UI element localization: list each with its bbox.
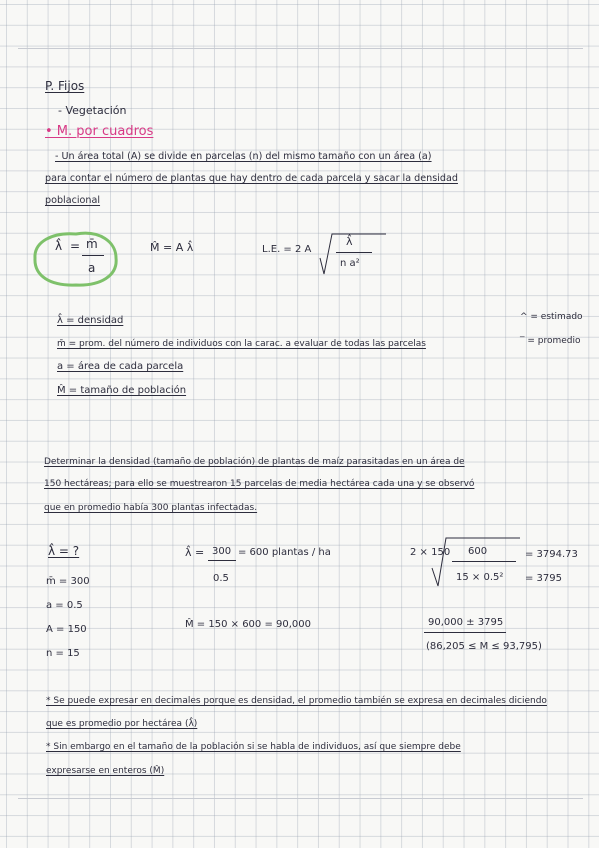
footnote-line-4: expresarse en enteros (M̂) [46,766,165,776]
formula-le-denominator: n a² [340,258,360,269]
formula-lambda-hat: λ̂ [55,239,63,253]
sol-pm-underline [424,632,506,633]
sol-lambda-bar [208,560,236,561]
sol-lambda-lhs: λ̂ = [185,546,205,559]
sol-plus-minus: 90,000 ± 3795 [428,617,504,628]
formula-fraction-bar [82,255,104,256]
sol-le-denominator: 15 × 0.5² [456,572,504,583]
given-n: n = 15 [46,648,80,659]
sol-lambda-denominator: 0.5 [213,573,229,584]
problem-line-1: Determinar la densidad (tamaño de población) de plantas de maíz parasitadas en un área de [44,457,465,467]
item-vegetacion: - Vegetación [58,104,127,117]
formula-le-bar [336,252,372,253]
sol-le-coef: 2 × 150 [410,547,451,558]
green-circle-highlight [30,228,122,290]
def-a: a = área de cada parcela [57,361,184,372]
sol-lambda-result: = 600 plantas / ha [238,547,331,558]
def-M: M̂ = tamaño de población [57,385,187,396]
sol-le-result-1: = 3794.73 [525,549,578,560]
formula-population-size: M̂ = A λ̂ [150,241,194,254]
given-a: a = 0.5 [46,600,83,611]
intro-line-2: para contar el número de plantas que hay dentro de cada parcela y sacar la densidad [45,173,458,184]
section-title-m-por-cuadros: • M. por cuadros [45,124,154,139]
formula-a: a [88,261,96,275]
top-rule [18,48,583,49]
note-promedio: ‾ = promedio [520,336,581,346]
formula-le-numerator: λ̂ [346,235,353,248]
sol-lambda-numerator: 300 [212,546,232,557]
sol-population: M̂ = 150 × 600 = 90,000 [185,619,312,630]
sol-range: (86,205 ≤ M ≤ 93,795) [426,641,542,652]
footnote-line-1: * Se puede expresar en decimales porque es densidad, el promedio también se expresa en decimales diciendo [46,696,547,706]
formula-m-bar: m̄ [86,237,98,251]
bottom-rule [18,798,583,799]
given-m-bar: m̄ = 300 [46,576,90,587]
def-lambda: λ̂ = densidad [57,315,124,326]
sqrt-sign-1 [318,230,388,280]
def-m-bar: m̄ = prom. del número de individuos con la carac. a evaluar de todas las parcelas [57,339,426,349]
note-estimado: ^ = estimado [520,312,583,322]
formula-equals: = [70,239,81,253]
problem-line-3: que en promedio había 300 plantas infectadas. [44,503,258,513]
problem-line-2: 150 hectáreas; para ello se muestrearon 15 parcelas de media hectárea cada una y se observó [44,479,475,489]
given-lambda: λ̂ = ? [48,544,80,558]
given-A: A = 150 [46,624,87,635]
sol-le-numerator: 600 [468,546,488,557]
formula-le-prefix: L.E. = 2 A [262,244,312,255]
sol-le-result-2: = 3795 [525,573,563,584]
footnote-line-2: que es promedio por hectárea (λ̂) [46,719,198,729]
title-p-fijos: P. Fijos [45,79,85,93]
intro-line-1: - Un área total (A) se divide en parcelas (n) del mismo tamaño con un área (a) [55,151,432,162]
footnote-line-3: * Sin embargo en el tamaño de la población si se habla de individuos, así que siempre debe [46,742,461,752]
sol-le-bar [452,561,516,562]
intro-line-3: poblacional [45,195,101,206]
